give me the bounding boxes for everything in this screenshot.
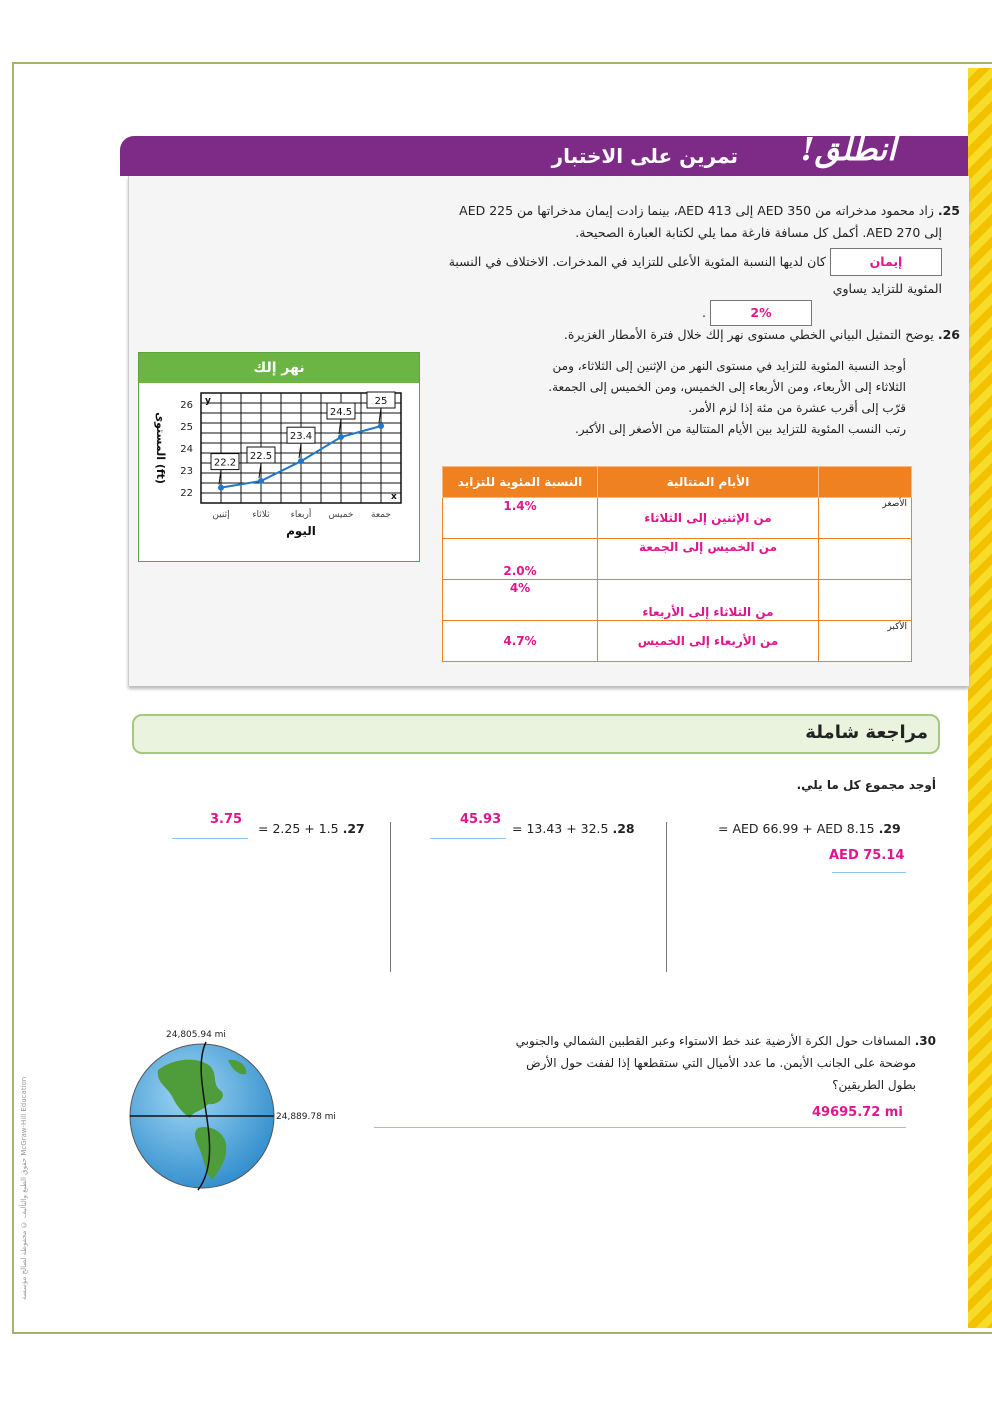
question-number: 26. — [937, 327, 960, 342]
question-text-2: إلى 270 AED. أكمل كل مسافة فارغة مما يلي لكتابة العبارة الصحيحة. — [575, 225, 942, 240]
y-tick-label: 25 — [180, 422, 193, 433]
review-header — [132, 714, 940, 754]
data-point — [218, 485, 224, 491]
review-instruction: أوجد مجموع كل ما يلي. — [796, 778, 936, 792]
q28-answer-line — [430, 838, 506, 839]
review-title: مراجعة شاملة — [805, 722, 928, 743]
x-tick-label: خميس — [328, 510, 354, 520]
data-label: 22.5 — [249, 451, 273, 462]
y-tick-label: 26 — [180, 400, 193, 411]
practice-header — [120, 130, 968, 176]
table-row — [443, 580, 912, 621]
question-30 — [376, 1030, 936, 1096]
question-number: 25. — [937, 203, 960, 218]
y-axis-label: المستوى (ft) — [154, 412, 167, 484]
header-logo: أنطلق! — [800, 130, 896, 168]
row-percent[interactable]: 2.0% — [443, 539, 598, 580]
q28-answer[interactable]: 45.93 — [460, 812, 502, 827]
q29-answer[interactable]: AED 75.14 — [829, 848, 905, 863]
q28-number: .28 — [612, 821, 635, 836]
x-tick-label: إثنين — [212, 510, 230, 520]
q28-expr: = 13.43 + 32.5 — [512, 821, 609, 836]
table-header-percent: النسبة المئوية للتزايد — [443, 467, 598, 498]
q30-line-3: بطول الطريقين؟ — [832, 1078, 916, 1092]
x-axis-label: اليوم — [286, 524, 316, 538]
header-title: تمرين على الاختبار — [551, 144, 738, 168]
globe-image — [128, 1040, 278, 1192]
q26-line-2: الثلاثاء إلى الأربعاء، ومن الأربعاء إلى الخميس، ومن الخميس إلى الجمعة. — [548, 380, 906, 394]
row-percent[interactable]: 1.4% — [443, 498, 598, 539]
question-text-4: المئوية للتزايد يساوي — [832, 281, 942, 296]
answer-blank-1[interactable]: إيمان — [830, 248, 942, 276]
table-row — [443, 539, 912, 580]
data-label: 25 — [374, 396, 388, 407]
row-percent[interactable]: 4% — [443, 580, 598, 621]
data-point — [298, 458, 304, 464]
x-tick-label: ثلاثاء — [252, 510, 270, 520]
q30-line-2: موضحة على الجانب الأيمن. ما عدد الأميال التي ستقطعها إذا لففت حول الأرض — [526, 1056, 916, 1070]
copyright-text: حقوق الطبع والتأليف © محفوظة لصالح مؤسسة McGraw-Hill Education — [20, 1076, 28, 1300]
q29-expr: = AED 66.99 + AED 8.15 — [718, 821, 875, 836]
y-tick-label: 24 — [180, 444, 193, 455]
table-header-days: الأيام المتتالية — [598, 467, 819, 498]
q26-line-3: قرّب إلى أقرب عشرة من مئة إذا لزم الأمر. — [688, 401, 906, 415]
q27-number: .27 — [342, 821, 365, 836]
question-number: 30. — [914, 1034, 936, 1048]
side-stripe — [968, 68, 992, 1328]
q30-answer-line — [374, 1127, 906, 1128]
y-axis-mark: y — [205, 396, 211, 406]
question-27 — [258, 821, 365, 836]
chart-title: نهر إلك — [139, 353, 419, 383]
question-29 — [718, 821, 901, 836]
table-header-label — [819, 467, 912, 498]
data-label: 23.4 — [289, 431, 313, 443]
q29-number: .29 — [878, 821, 901, 836]
data-label: 24.5 — [329, 407, 353, 418]
x-tick-label: أربعاء — [290, 510, 312, 520]
ranking-table — [442, 466, 912, 662]
row-label — [819, 539, 912, 580]
q30-answer[interactable]: 49695.72 mi — [812, 1105, 903, 1120]
q30-line-1: المسافات حول الكرة الأرضية عند خط الاستواء وعبر القطبين الشمالي والجنوبي — [515, 1034, 911, 1048]
y-tick-label: 23 — [180, 466, 193, 477]
table-row — [443, 621, 912, 662]
globe-top-label: 24,805.94 mi — [166, 1030, 226, 1040]
row-label: الأكبر — [819, 621, 912, 662]
data-point — [258, 478, 264, 484]
question-28 — [512, 821, 635, 836]
table-row — [443, 498, 912, 539]
q27-expr: = 2.25 + 1.5 — [258, 821, 339, 836]
q26-line-4: رتب النسب المئوية للتزايد بين الأيام المتتالية من الأصغر إلى الأكبر. — [574, 422, 906, 436]
q26-line-1: أوجد النسبة المئوية للتزايد في مستوى النهر من الإثنين إلى الثلاثاء، ومن — [552, 359, 906, 373]
row-label — [819, 580, 912, 621]
row-percent[interactable]: 4.7% — [443, 621, 598, 662]
y-tick-label: 22 — [180, 488, 193, 499]
data-point — [338, 434, 344, 440]
question-26-body — [426, 356, 906, 440]
column-divider — [666, 822, 667, 972]
question-text-3: كان لديها النسبة المئوية الأعلى للتزايد في المدخرات. الاختلاف في النسبة — [448, 254, 827, 269]
row-days[interactable]: من الخميس إلى الجمعة — [598, 539, 819, 580]
row-days[interactable]: من الثلاثاء إلى الأربعاء — [598, 580, 819, 621]
data-point — [378, 423, 384, 429]
q27-answer-line — [172, 838, 248, 839]
data-label: 22.2 — [213, 457, 237, 469]
question-26-intro — [260, 324, 960, 346]
q29-answer-line — [832, 872, 906, 873]
question-text: يوضح التمثيل البياني الخطي مستوى نهر إلك خلال فترة الأمطار الغزيرة. — [563, 327, 934, 342]
answer-blank-2[interactable]: 2% — [710, 300, 812, 326]
row-days[interactable]: من الإثنين إلى الثلاثاء — [598, 498, 819, 539]
row-label: الأصغر — [819, 498, 912, 539]
question-25: 25. زاد محمود مدخراته من 350 AED إلى 413 AED، بينما زادت إيمان مدخراتها من 225 AED إلى 270 AED. أكمل كل مسافة فارغة مما يلي لكتابة العبارة الصحيحة. إيمان كان لديها النسبة المئوية الأعلى للتزايد في المدخرات. الاختلاف في النسبة المئوية للتزايد يساوي 2% . — [260, 200, 960, 326]
globe-side-label: 24,889.78 mi — [276, 1112, 336, 1122]
column-divider — [390, 822, 391, 972]
x-axis-mark: x — [391, 492, 397, 502]
question-text: زاد محمود مدخراته من 350 AED إلى 413 AED، بينما زادت إيمان مدخراتها من 225 AED — [459, 203, 934, 218]
row-days[interactable]: من الأربعاء إلى الخميس — [598, 621, 819, 662]
chart-plot — [139, 383, 419, 559]
river-chart — [138, 352, 420, 562]
x-tick-label: جمعة — [371, 510, 391, 520]
q27-answer[interactable]: 3.75 — [210, 812, 243, 827]
